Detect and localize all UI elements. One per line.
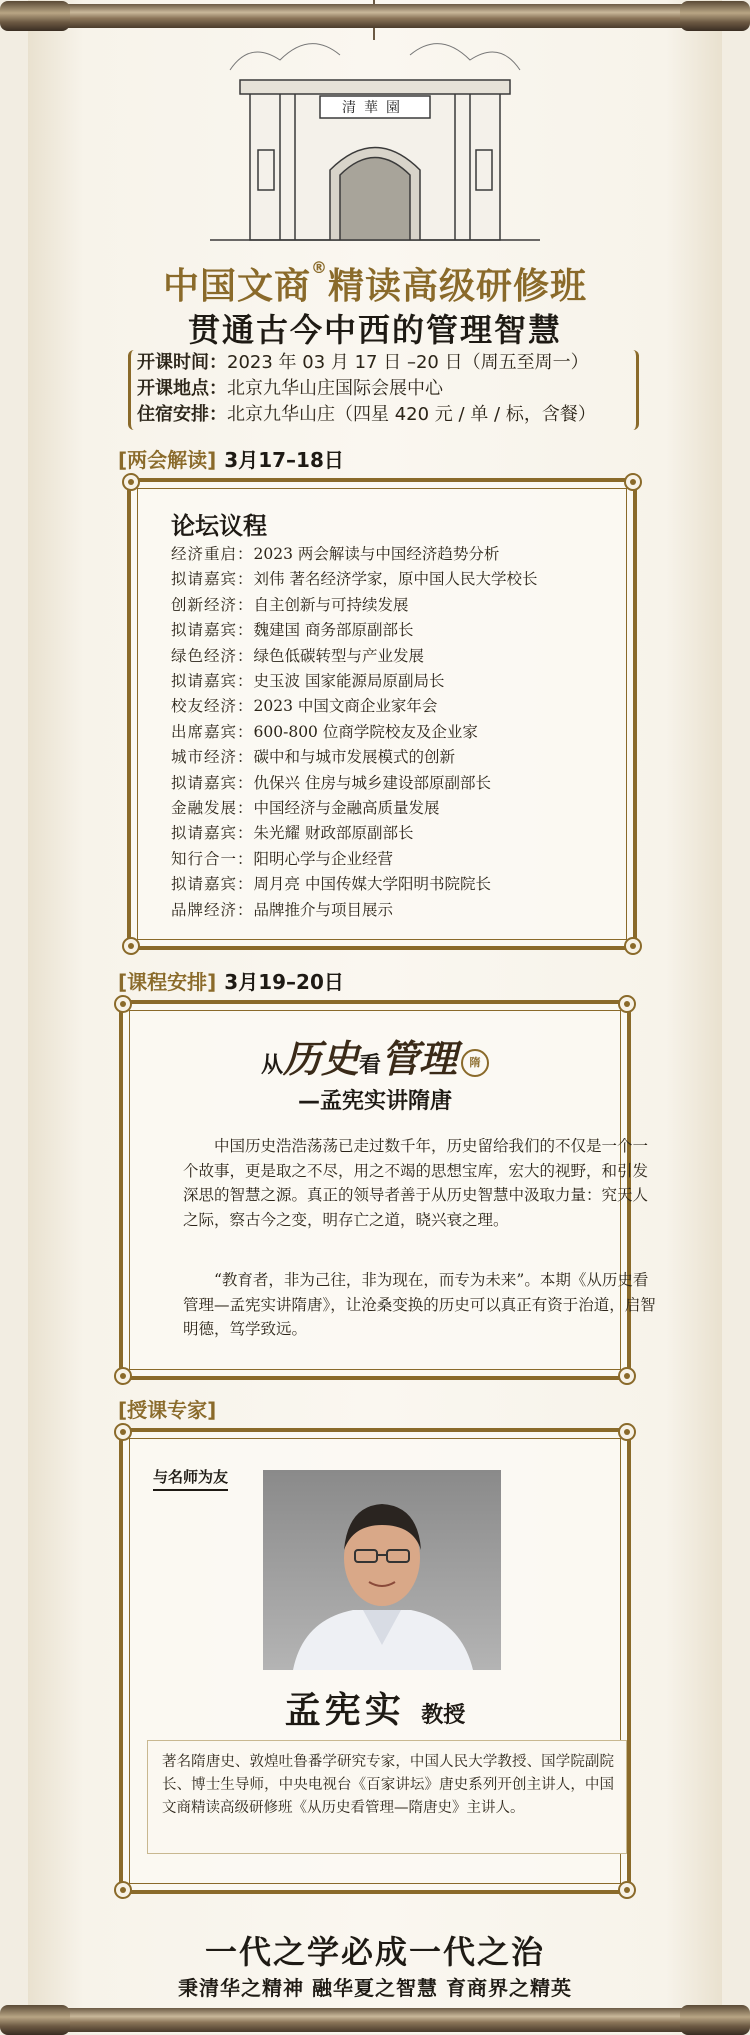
section-tag-course: [课程安排] 3月19–20日 <box>118 970 344 994</box>
gate-sign: 清華園 <box>342 100 408 116</box>
info-row-lodging: 住宿安排：北京九华山庄（四星 420 元 / 单 / 标，含餐） <box>137 404 596 425</box>
scroll-rod-top <box>0 4 750 28</box>
rod-cap-left <box>0 1 70 31</box>
corner-ornament-icon <box>617 1422 637 1442</box>
agenda-item: 拟请嘉宾：仇保兴 住房与城乡建设部原副部长 <box>171 773 491 792</box>
expert-frame <box>119 1428 631 1894</box>
forum-frame <box>127 478 637 950</box>
main-title: 中国文商®精读高级研修班 <box>162 258 588 307</box>
agenda-item: 出席嘉宾：600-800 位商学院校友及企业家 <box>171 722 478 741</box>
expert-photo <box>263 1470 501 1670</box>
corner-ornament-icon <box>121 936 141 956</box>
tsinghua-gate-illustration <box>210 30 540 245</box>
mentor-tag: 与名师为友 <box>153 1466 228 1491</box>
info-row-time: 开课时间：2023 年 03 月 17 日 –20 日（周五至周一） <box>137 352 589 373</box>
rod-cap-left-bottom <box>0 2005 70 2035</box>
agenda-item: 拟请嘉宾：刘伟 著名经济学家，原中国人民大学校长 <box>171 570 538 589</box>
corner-ornament-icon <box>623 472 643 492</box>
expert-bio-box <box>147 1740 627 1854</box>
forum-agenda <box>171 542 611 923</box>
expert-bio: 著名隋唐史、敦煌吐鲁番学研究专家，中国人民大学教授、国学院副院长、博士生导师，中央电视台《百家讲坛》唐史系列开创主讲人，中国文商精读高级研修班《从历史看管理—隋唐史》主讲人。 <box>162 1754 614 1816</box>
section-tag-sessions: [两会解读] 3月17–18日 <box>118 448 344 472</box>
info-row-venue: 开课地点：北京九华山庄国际会展中心 <box>137 378 443 399</box>
corner-ornament-icon <box>113 1366 133 1386</box>
agenda-item: 城市经济：碳中和与城市发展模式的创新 <box>171 748 456 767</box>
corner-ornament-icon <box>623 936 643 956</box>
main-subtitle: 贯通古今中西的管理智慧 <box>187 311 562 349</box>
agenda-item: 品牌经济：品牌推介与项目展示 <box>171 900 394 919</box>
corner-ornament-icon <box>617 994 637 1014</box>
corner-ornament-icon <box>617 1880 637 1900</box>
corner-ornament-icon <box>113 1880 133 1900</box>
scroll-rod-bottom <box>0 2008 750 2032</box>
course-paragraph-2: “教育者，非为己往，非为现在，而专为未来”。本期《从历史看管理—孟宪实讲隋唐》，让沧桑变换的历史可以真正有资于治道，启智明德，笃学致远。 <box>183 1271 656 1338</box>
agenda-item: 拟请嘉宾：史玉波 国家能源局原副局长 <box>171 672 445 691</box>
rod-cap-right <box>680 1 750 31</box>
agenda-item: 金融发展：中国经济与金融高质量发展 <box>171 799 440 818</box>
section-tag-expert: [授课专家] <box>118 1398 217 1422</box>
corner-ornament-icon <box>121 472 141 492</box>
agenda-item: 创新经济：自主创新与可持续发展 <box>171 595 409 614</box>
footer-motto: 秉清华之精神 融华夏之智慧 育商界之精英 <box>178 1976 572 2000</box>
course-frame <box>119 1000 656 1380</box>
forum-title: 论坛议程 <box>171 512 267 540</box>
rod-cap-right-bottom <box>680 2005 750 2035</box>
agenda-item: 校友经济：2023 中国文商企业家年会 <box>171 697 438 716</box>
corner-ornament-icon <box>113 1422 133 1442</box>
corner-ornament-icon <box>113 994 133 1014</box>
expert-name: 孟宪实 教授 <box>284 1689 466 1731</box>
agenda-item: 知行合一：阳明心学与企业经营 <box>171 849 394 868</box>
agenda-item: 绿色经济：绿色低碳转型与产业发展 <box>171 646 425 665</box>
agenda-item: 经济重启：2023 两会解读与中国经济趋势分析 <box>171 545 500 563</box>
course-info-box <box>128 350 639 430</box>
footer-slogan: 一代之学必成一代之治 <box>204 1933 545 1971</box>
course-title: 从历史看管理 隋 <box>123 1028 627 1083</box>
corner-ornament-icon <box>617 1366 637 1386</box>
seal-icon: 隋 <box>461 1049 489 1077</box>
course-paragraph-1: 中国历史浩浩荡荡已走过数千年，历史留给我们的不仅是一个一个故事，更是取之不尽，用之不竭的思想宝库，宏大的视野，和引发深思的智慧之源。真正的领导者善于从历史智慧中汲取力量：究天人之际，察古今之变，明存亡之道，晓兴衰之理。 <box>183 1137 649 1229</box>
agenda-item: 拟请嘉宾：魏建国 商务部原副部长 <box>171 621 414 640</box>
course-subtitle: —孟宪实讲隋唐 <box>297 1089 452 1114</box>
agenda-item: 拟请嘉宾：朱光耀 财政部原副部长 <box>171 824 414 843</box>
agenda-item: 拟请嘉宾：周月亮 中国传媒大学阳明书院院长 <box>171 875 491 894</box>
